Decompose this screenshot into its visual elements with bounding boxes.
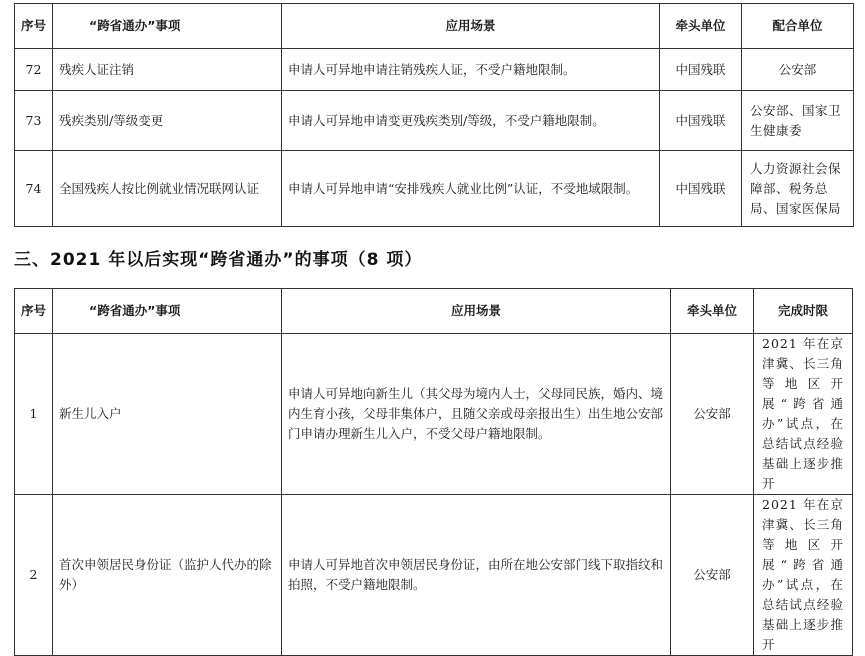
- table-coordination-units: [14, 3, 854, 227]
- header-seq: 序号: [15, 289, 53, 334]
- header-item: “跨省通办”事项: [53, 4, 282, 49]
- cell-seq: 74: [15, 151, 53, 227]
- cell-item: 残疾类别/等级变更: [53, 91, 282, 151]
- cell-seq: 1: [15, 334, 53, 495]
- cell-coop-unit: 公安部: [742, 49, 854, 91]
- header-lead-unit: 牵头单位: [671, 289, 754, 334]
- table-row: [15, 49, 854, 91]
- table-row: [15, 91, 854, 151]
- cell-deadline: 2021 年在京津冀、长三角等地区开展“跨省通办”试点，在总结试点经验基础上逐步推开: [754, 495, 853, 656]
- header-seq: 序号: [15, 4, 53, 49]
- header-coop-unit: 配合单位: [742, 4, 854, 49]
- cell-scene: 申请人可异地申请变更残疾类别/等级，不受户籍地限制。: [282, 91, 660, 151]
- cell-lead-unit: 公安部: [671, 495, 754, 656]
- cell-item: 新生儿入户: [53, 334, 282, 495]
- cell-scene: 申请人可异地首次申领居民身份证，由所在地公安部门线下取指纹和拍照，不受户籍地限制。: [282, 495, 671, 656]
- table-row: [15, 495, 853, 656]
- table-row: [15, 151, 854, 227]
- cell-lead-unit: 中国残联: [660, 91, 742, 151]
- header-lead-unit: 牵头单位: [660, 4, 742, 49]
- header-deadline: 完成时限: [754, 289, 853, 334]
- header-scene: 应用场景: [282, 289, 671, 334]
- cell-lead-unit: 公安部: [671, 334, 754, 495]
- cell-item: 首次申领居民身份证（监护人代办的除外）: [53, 495, 282, 656]
- cell-scene: 申请人可异地申请“安排残疾人就业比例”认证，不受地域限制。: [282, 151, 660, 227]
- table-row: [15, 334, 853, 495]
- table-header-row: [15, 289, 853, 334]
- cell-scene: 申请人可异地向新生儿（其父母为境内人士，父母同民族，婚内、境内生育小孩，父母非集体户，且随父亲或母亲报出生）出生地公安部门申请办理新生儿入户，不受父母户籍地限制。: [282, 334, 671, 495]
- cell-scene: 申请人可异地申请注销残疾人证，不受户籍地限制。: [282, 49, 660, 91]
- cell-item: 残疾人证注销: [53, 49, 282, 91]
- cell-coop-unit: 人力资源社会保障部、税务总局、国家医保局: [742, 151, 854, 227]
- cell-seq: 72: [15, 49, 53, 91]
- cell-lead-unit: 中国残联: [660, 49, 742, 91]
- table-deadlines: [14, 288, 853, 656]
- table-header-row: [15, 4, 854, 49]
- header-item: “跨省通办”事项: [53, 289, 282, 334]
- header-scene: 应用场景: [282, 4, 660, 49]
- cell-deadline: 2021 年在京津冀、长三角等地区开展“跨省通办”试点，在总结试点经验基础上逐步推开: [754, 334, 853, 495]
- cell-seq: 73: [15, 91, 53, 151]
- section-heading: 三、2021 年以后实现“跨省通办”的事项（8 项）: [14, 250, 423, 270]
- cell-coop-unit: 公安部、国家卫生健康委: [742, 91, 854, 151]
- cell-item: 全国残疾人按比例就业情况联网认证: [53, 151, 282, 227]
- cell-seq: 2: [15, 495, 53, 656]
- cell-lead-unit: 中国残联: [660, 151, 742, 227]
